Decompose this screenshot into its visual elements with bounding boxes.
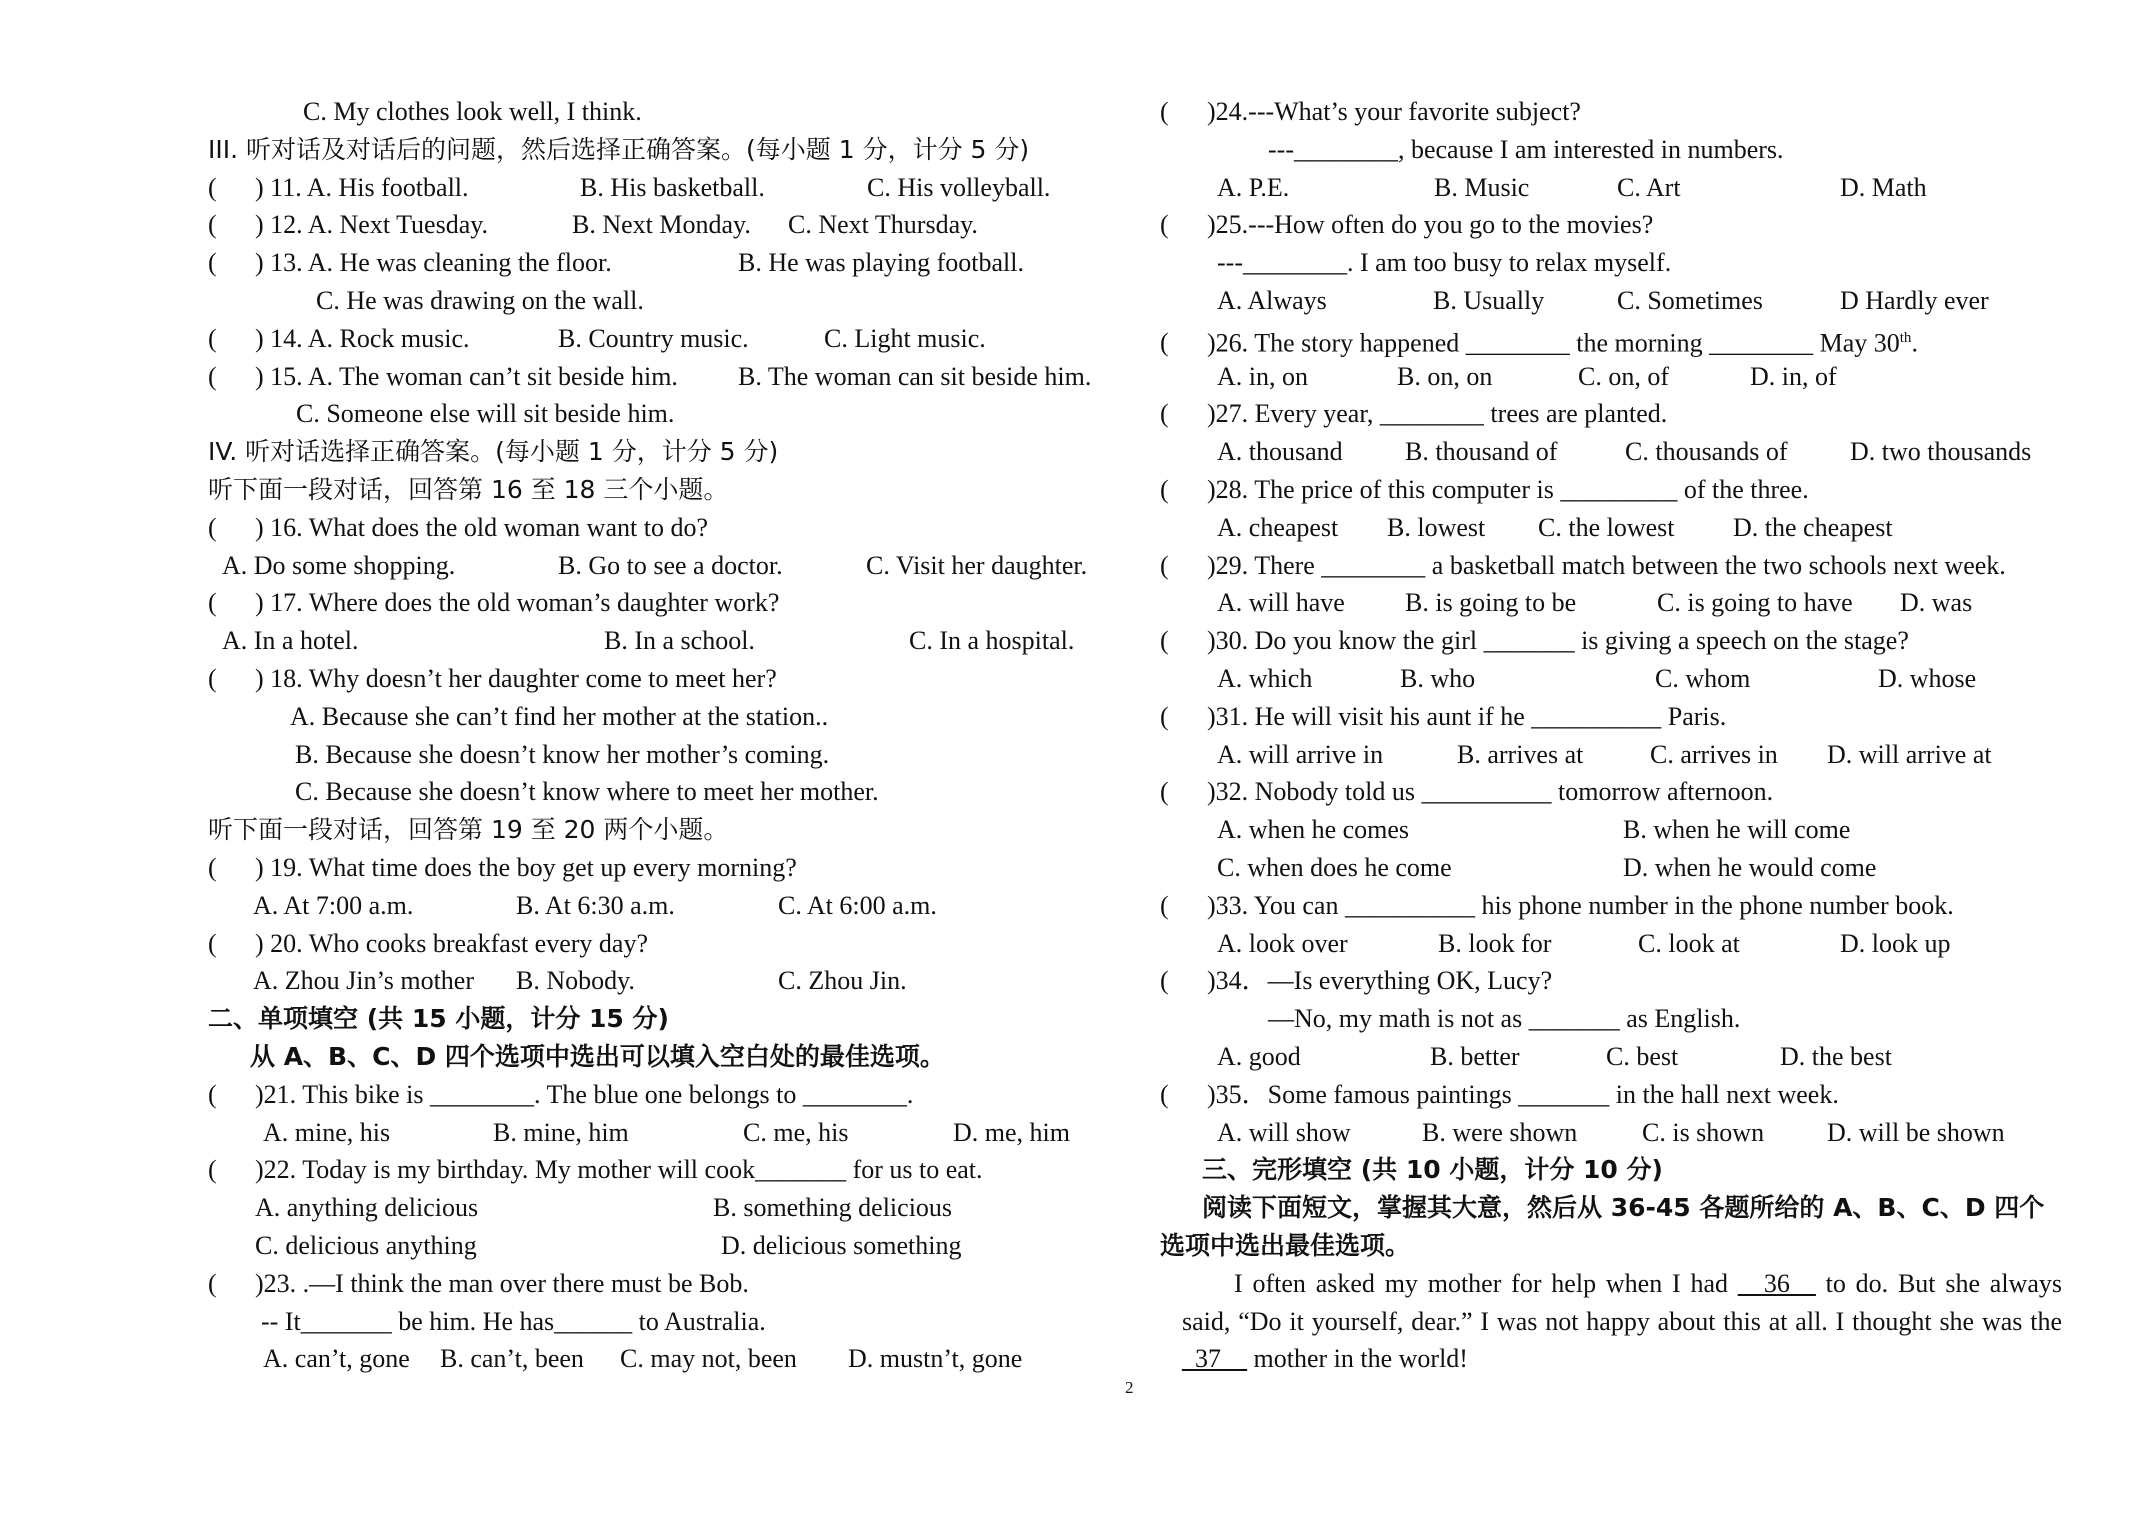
question-32: ( )32. Nobody told us __________ tomorrow afternoon.	[1160, 777, 1774, 807]
question-19: ( ) 19. What time does the boy get up every morning?	[208, 852, 797, 882]
dialogue-2-instruction: 听下面一段对话，回答第 19 至 20 两个小题。	[208, 815, 729, 845]
question-20-options: A. Zhou Jin’s mother B. Nobody. C. Zhou Jin.	[253, 966, 907, 996]
question-19-options: A. At 7:00 a.m. B. At 6:30 a.m. C. At 6:00 a.m.	[253, 890, 937, 920]
part-2-instruction: 从 A、B、C、D 四个选项中选出可以填入空白处的最佳选项。	[250, 1041, 945, 1071]
question-27-options: A. thousand B. thousand of C. thousands of D. two thousands	[1217, 437, 2032, 467]
section-4-title: IV. 听对话选择正确答案。(每小题 1 分，计分 5 分)	[208, 437, 779, 467]
question-26: ( )26. The story happened ________ the morning ________ May 30th.	[1160, 328, 1918, 358]
question-17: ( ) 17. Where does the old woman’s daughter work?	[208, 588, 780, 618]
question-13-option-c: C. He was drawing on the wall.	[316, 285, 644, 315]
question-11: ( ) 11. A. His football. B. His basketball. C. His volleyball.	[208, 172, 1051, 202]
question-23: ( )23. .—I think the man over there must be Bob.	[208, 1268, 749, 1298]
question-26-options: A. in, on B. on, on C. on, of D. in, of	[1217, 361, 1837, 391]
question-29-options: A. will have B. is going to be C. is going to have D. was	[1217, 588, 1973, 618]
cloze-passage: I often asked my mother for help when I had __36__ to do. But she always said, “Do it yourself, dear.” I was not happy about this at all. I thought she was the _37__ mother in the world!	[1182, 1268, 2062, 1374]
question-18: ( ) 18. Why doesn’t her daughter come to meet her?	[208, 663, 777, 693]
dialogue-1-instruction: 听下面一段对话，回答第 16 至 18 三个小题。	[208, 474, 729, 504]
part-2-title: 二、单项填空 (共 15 小题，计分 15 分)	[208, 1004, 669, 1034]
question-22-options-ab: A. anything delicious B. something delicious	[255, 1193, 953, 1223]
question-24-options: A. P.E. B. Music C. Art D. Math	[1217, 172, 1927, 202]
question-33: ( )33. You can __________ his phone number in the phone number book.	[1160, 890, 1954, 920]
question-31-options: A. will arrive in B. arrives at C. arrives in D. will arrive at	[1217, 739, 1992, 769]
question-15: ( ) 15. A. The woman can’t sit beside him. B. The woman can sit beside him.	[208, 361, 1092, 391]
left-column	[208, 93, 1113, 1378]
question-34-line-2: —No, my math is not as _______ as English.	[1268, 1004, 1741, 1034]
question-14: ( ) 14. A. Rock music. B. Country music. C. Light music.	[208, 323, 986, 353]
question-27: ( )27. Every year, ________ trees are planted.	[1160, 399, 1668, 429]
question-17-options: A. In a hotel. B. In a school. C. In a hospital.	[222, 626, 1075, 656]
part-3-instruction-line-1: 阅读下面短文，掌握其大意，然后从 36-45 各题所给的 A、B、C、D 四个	[1202, 1193, 2045, 1223]
question-28: ( )28. The price of this computer is _________ of the three.	[1160, 474, 1809, 504]
part-3-title: 三、完形填空 (共 10 小题，计分 10 分)	[1202, 1155, 1663, 1185]
question-21-options: A. mine, his B. mine, him C. me, his D. me, him	[263, 1117, 1070, 1147]
question-31: ( )31. He will visit his aunt if he __________ Paris.	[1160, 701, 1727, 731]
page-number: 2	[1125, 1378, 1134, 1397]
section-3-title: III. 听对话及对话后的问题，然后选择正确答案。(每小题 1 分，计分 5 分)	[208, 134, 1030, 164]
question-34: ( )34．—Is everything OK, Lucy?	[1160, 966, 1553, 996]
right-column	[1160, 93, 2072, 1378]
question-25-options: A. Always B. Usually C. Sometimes D Hardly ever	[1217, 285, 1989, 315]
question-22-options-cd: C. delicious anything D. delicious something	[255, 1230, 962, 1260]
question-34-options: A. good B. better C. best D. the best	[1217, 1041, 1892, 1071]
question-23-options: A. can’t, gone B. can’t, been C. may not, been D. mustn’t, gone	[263, 1344, 1023, 1374]
question-28-options: A. cheapest B. lowest C. the lowest D. the cheapest	[1217, 512, 1893, 542]
question-30: ( )30. Do you know the girl _______ is giving a speech on the stage?	[1160, 626, 1909, 656]
question-18-option-c: C. Because she doesn’t know where to meet her mother.	[295, 777, 879, 807]
question-13: ( ) 13. A. He was cleaning the floor. B. He was playing football.	[208, 248, 1024, 278]
question-29: ( )29. There ________ a basketball match between the two schools next week.	[1160, 550, 2006, 580]
question-32-options-ab: A. when he comes B. when he will come	[1217, 815, 1851, 845]
question-21: ( )21. This bike is ________. The blue one belongs to ________.	[208, 1079, 914, 1109]
question-22: ( )22. Today is my birthday. My mother will cook_______ for us to eat.	[208, 1155, 983, 1185]
question-33-options: A. look over B. look for C. look at D. look up	[1217, 928, 1951, 958]
question-16-options: A. Do some shopping. B. Go to see a doctor. C. Visit her daughter.	[222, 550, 1088, 580]
question-18-option-b: B. Because she doesn’t know her mother’s coming.	[295, 739, 830, 769]
question-16: ( ) 16. What does the old woman want to do?	[208, 512, 708, 542]
question-24: ( )24.---What’s your favorite subject?	[1160, 97, 1581, 126]
question-20: ( ) 20. Who cooks breakfast every day?	[208, 928, 648, 958]
question-15-option-c: C. Someone else will sit beside him.	[296, 399, 675, 429]
question-25-line-2: ---________. I am too busy to relax myself.	[1217, 248, 1672, 278]
blank-37[interactable]: _37__	[1182, 1344, 1247, 1374]
question-35: ( )35．Some famous paintings _______ in the hall next week.	[1160, 1079, 1839, 1109]
question-12: ( ) 12. A. Next Tuesday. B. Next Monday. C. Next Thursday.	[208, 210, 978, 240]
part-3-instruction-line-2: 选项中选出最佳选项。	[1160, 1230, 1411, 1260]
question-32-options-cd: C. when does he come D. when he would come	[1217, 852, 1877, 882]
q10-option-c: C. My clothes look well, I think.	[303, 97, 642, 126]
question-30-options: A. which B. who C. whom D. whose	[1217, 663, 1977, 693]
question-25: ( )25.---How often do you go to the movies?	[1160, 210, 1654, 240]
blank-36[interactable]: __36__	[1737, 1268, 1816, 1298]
question-18-option-a: A. Because she can’t find her mother at the station..	[290, 701, 829, 731]
question-23-line-2: -- It_______ be him. He has______ to Australia.	[261, 1306, 766, 1336]
question-35-options: A. will show B. were shown C. is shown D. will be shown	[1217, 1117, 2005, 1147]
question-24-line-2: ---________, because I am interested in numbers.	[1268, 134, 1784, 164]
